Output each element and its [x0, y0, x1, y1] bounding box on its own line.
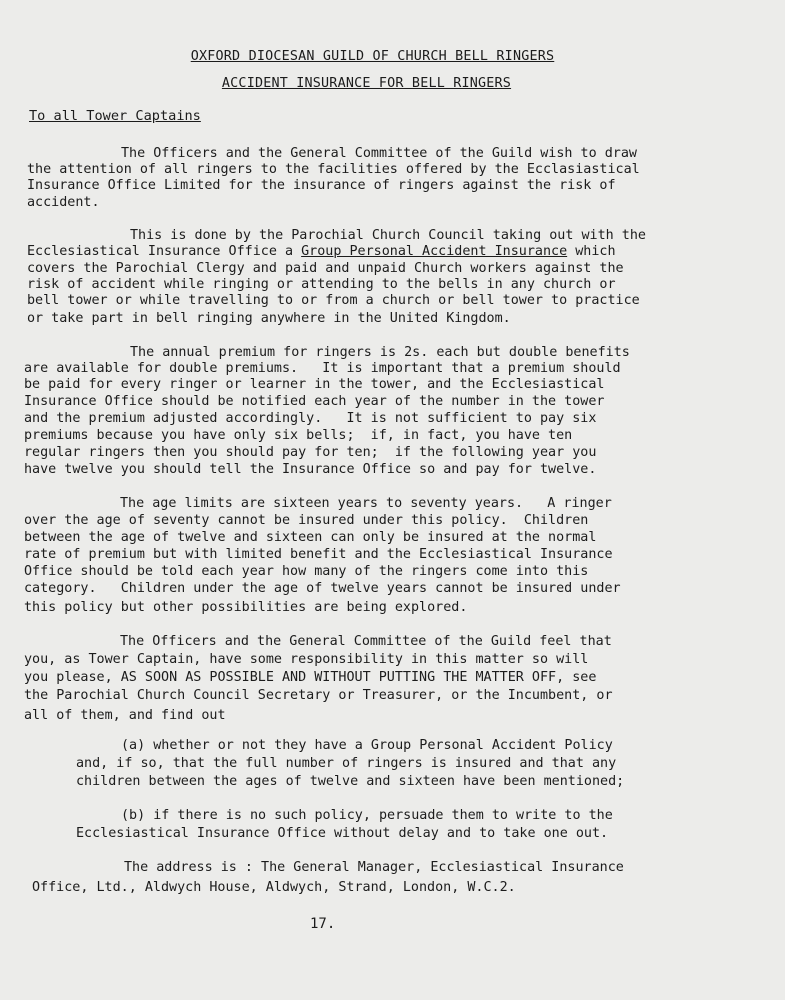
paragraph-line: have twelve you should tell the Insurance Office so and pay for twelve. [24, 462, 597, 477]
paragraph-line: The annual premium for ringers is 2s. each but double benefits [130, 345, 630, 360]
page-number: 17. [310, 916, 336, 932]
paragraph-line: Office should be told each year how many of the ringers come into this [24, 564, 589, 579]
paragraph-line: category. Children under the age of twelve years cannot be insured under [24, 581, 621, 596]
paragraph-line: over the age of seventy cannot be insured under this policy. Children [24, 513, 589, 528]
paragraph-line: and the premium adjusted accordingly. It is not sufficient to pay six [24, 411, 597, 426]
paragraph-line: all of them, and find out [24, 708, 226, 723]
salutation: To all Tower Captains [29, 108, 201, 124]
document-subtitle: ACCIDENT INSURANCE FOR BELL RINGERS [221, 76, 512, 91]
paragraph-line: between the age of twelve and sixteen can only be insured at the normal [24, 530, 597, 545]
address-line: The address is : The General Manager, Ecclesiastical Insurance [124, 860, 624, 875]
document-title: OXFORD DIOCESAN GUILD OF CHURCH BELL RINGERS [190, 49, 555, 64]
paragraph-line: Ecclesiastical Insurance Office a Group Personal Accident Insurance which [27, 244, 616, 259]
paragraph-line: you please, AS SOON AS POSSIBLE AND WITHOUT PUTTING THE MATTER OFF, see [24, 670, 597, 685]
paragraph-line: regular ringers then you should pay for ten; if the following year you [24, 445, 597, 460]
paragraph-line: This is done by the Parochial Church Council taking out with the [130, 228, 646, 243]
paragraph-line: The Officers and the General Committee of the Guild wish to draw [121, 146, 637, 161]
paragraph-line: or take part in bell ringing anywhere in the United Kingdom. [27, 311, 511, 326]
paragraph-line: Insurance Office Limited for the insurance of ringers against the risk of [27, 178, 616, 193]
paragraph-line: covers the Parochial Clergy and paid and unpaid Church workers against the [27, 261, 624, 276]
list-item-line: (a) whether or not they have a Group Personal Accident Policy [121, 738, 613, 753]
address-line: Office, Ltd., Aldwych House, Aldwych, Strand, London, W.C.2. [32, 880, 516, 895]
paragraph-line: accident. [27, 195, 100, 210]
paragraph-line: risk of accident while ringing or attending to the bells in any church or [27, 277, 616, 292]
list-item-line: Ecclesiastical Insurance Office without delay and to take one out. [76, 826, 609, 841]
group-policy-term: Group Personal Accident Insurance [301, 244, 568, 259]
paragraph-line: The Officers and the General Committee of the Guild feel that [120, 634, 612, 649]
paragraph-line: this policy but other possibilities are being explored. [24, 600, 468, 615]
paragraph-line: bell tower or while travelling to or from a church or bell tower to practice [27, 293, 640, 308]
list-item-line: and, if so, that the full number of ringers is insured and that any [76, 756, 617, 771]
paragraph-line: are available for double premiums. It is important that a premium should [24, 361, 621, 376]
paragraph-line: rate of premium but with limited benefit and the Ecclesiastical Insurance [24, 547, 613, 562]
paragraph-line: The age limits are sixteen years to seventy years. A ringer [120, 496, 612, 511]
list-item-line: (b) if there is no such policy, persuade them to write to the [121, 808, 613, 823]
paragraph-line: the attention of all ringers to the facilities offered by the Ecclasiastical [27, 162, 640, 177]
paragraph-line: Insurance Office should be notified each year of the number in the tower [24, 394, 605, 409]
paragraph-line: be paid for every ringer or learner in the tower, and the Ecclesiastical [24, 377, 605, 392]
list-item-line: children between the ages of twelve and sixteen have been mentioned; [76, 774, 625, 789]
paragraph-line: the Parochial Church Council Secretary or Treasurer, or the Incumbent, or [24, 688, 613, 703]
paragraph-line: premiums because you have only six bells; if, in fact, you have ten [24, 428, 573, 443]
paragraph-line: you, as Tower Captain, have some responsibility in this matter so will [24, 652, 589, 667]
